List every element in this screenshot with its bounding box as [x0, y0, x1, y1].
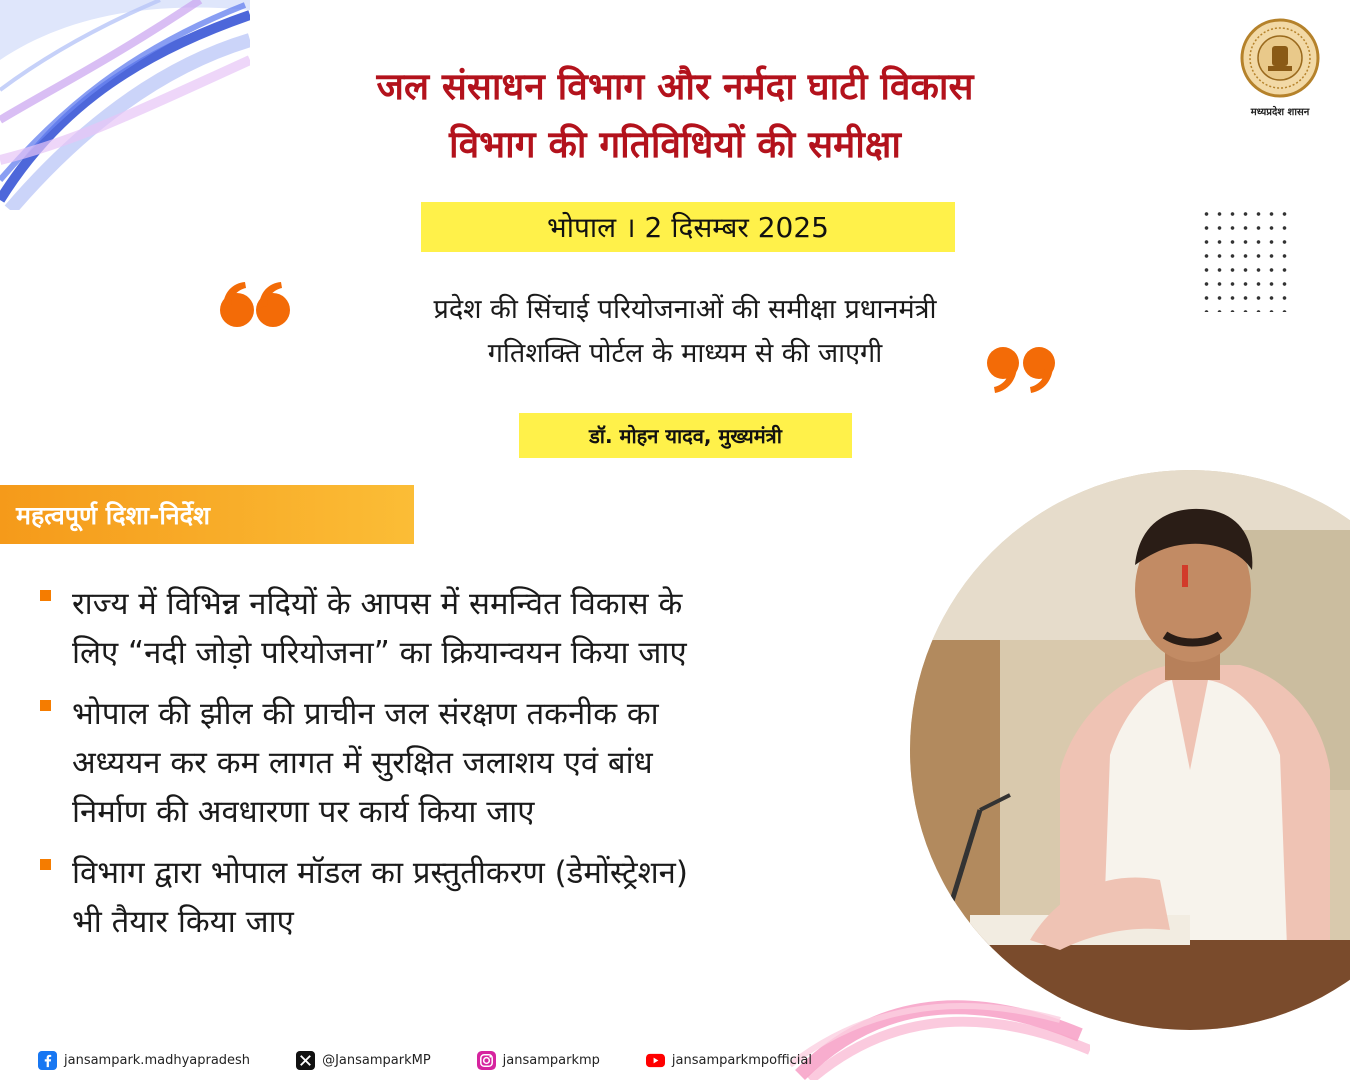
quote-author-badge: डॉ. मोहन यादव, मुख्यमंत्री [519, 413, 852, 458]
quote-open-icon [215, 280, 295, 330]
instagram-icon [477, 1051, 496, 1070]
youtube-icon [646, 1051, 665, 1070]
quote-text [290, 288, 1080, 376]
date-location-badge: भोपाल । 2 दिसम्बर 2025 [421, 202, 955, 252]
government-seal [1230, 18, 1330, 118]
quote-line-2: गतिशक्ति पोर्टल के माध्यम से की जाएगी [487, 338, 883, 369]
point-line: राज्य में विभिन्न नदियों के आपस में समन्वित विकास के [72, 586, 683, 622]
title-line-1: जल संसाधन विभाग और नर्मदा घाटी विकास [376, 65, 974, 108]
facebook-link[interactable] [38, 1051, 250, 1070]
seal-label: मध्यप्रदेश शासन [1250, 107, 1310, 118]
square-bullet-icon [40, 859, 51, 870]
point-line: निर्माण की अवधारणा पर कार्य किया जाए [72, 794, 535, 830]
list-item [40, 690, 870, 837]
list-item [40, 849, 870, 947]
quote-close-icon [985, 345, 1060, 395]
x-link[interactable] [296, 1051, 431, 1070]
point-line: अध्ययन कर कम लागत में सुरक्षित जलाशय एवं बांध [72, 745, 653, 781]
x-handle: @JansamparkMP [322, 1052, 431, 1068]
point-line: भोपाल की झील की प्राचीन जल संरक्षण तकनीक का [72, 696, 659, 732]
mp-government-seal-icon [1240, 18, 1320, 98]
square-bullet-icon [40, 590, 51, 601]
quote-line-1: प्रदेश की सिंचाई परियोजनाओं की समीक्षा प्रधानमंत्री [433, 294, 937, 325]
youtube-link[interactable] [646, 1051, 812, 1070]
x-icon [296, 1051, 315, 1070]
instagram-handle: jansamparkmp [502, 1052, 600, 1068]
section-heading: महत्वपूर्ण दिशा-निर्देश [0, 485, 414, 544]
point-line: विभाग द्वारा भोपाल मॉडल का प्रस्तुतीकरण (डेमोंस्ट्रेशन) [72, 855, 688, 891]
list-item [40, 580, 870, 678]
facebook-icon [38, 1051, 57, 1070]
facebook-handle: jansampark.madhyapradesh [64, 1052, 251, 1068]
title-line-2: विभाग की गतिविधियों की समीक्षा [449, 123, 901, 166]
social-footer [38, 1048, 898, 1072]
youtube-handle: jansamparkmpofficial [671, 1052, 812, 1068]
instagram-link[interactable] [477, 1051, 600, 1070]
corner-wave-decoration [0, 0, 250, 210]
square-bullet-icon [40, 700, 51, 711]
point-line: लिए “नदी जोड़ो परियोजना” का क्रियान्वयन किया जाए [72, 635, 687, 671]
dot-grid-decoration [1200, 207, 1290, 312]
chief-minister-photo [910, 470, 1350, 1030]
point-line: भी तैयार किया जाए [72, 904, 294, 940]
guideline-list [40, 580, 870, 959]
portrait-illustration [910, 470, 1350, 1030]
page-title [225, 58, 1125, 174]
